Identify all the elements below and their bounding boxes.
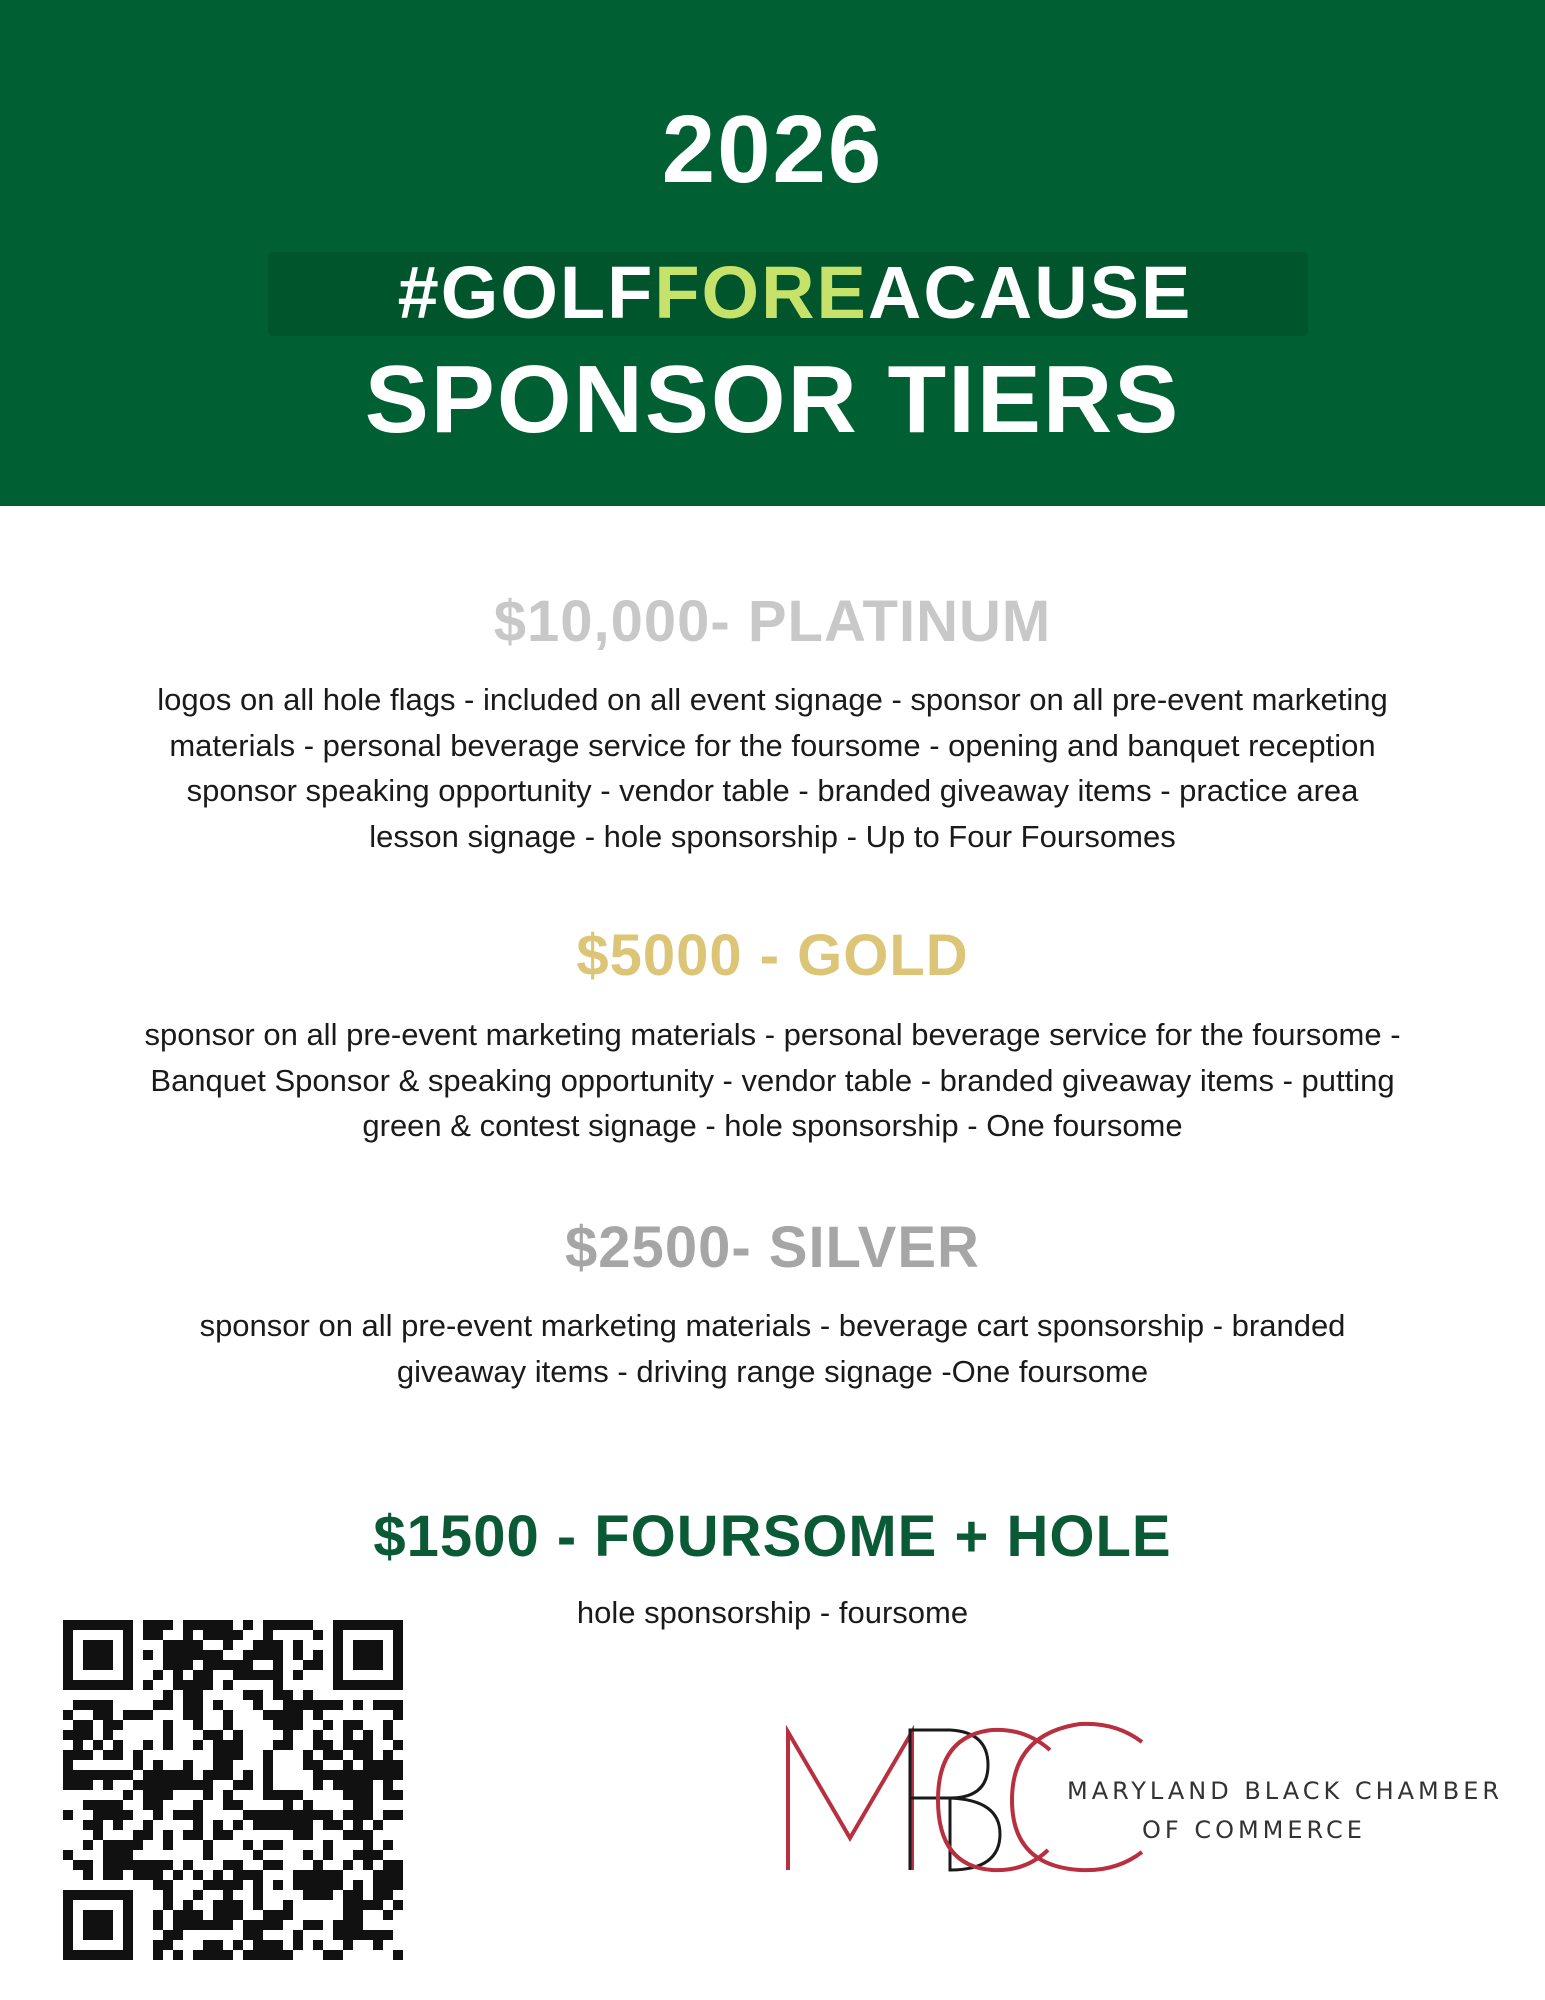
event-hashtag: [0, 248, 1545, 338]
tier-description-platinum: logos on all hole flags - included on all event signage - sponsor on all pre-event marketing materials - personal beverage service for the foursome - opening and banquet reception sponsor speaking opportunity - vendor table - branded giveaway items - practice area lesson signage - hole sponsorship - Up to Four Foursomes: [157, 682, 1388, 854]
hashtag-highlight: FORE: [654, 251, 868, 334]
hashtag-suffix: ACAUSE: [867, 251, 1193, 334]
tier-description-gold: sponsor on all pre-event marketing materials - personal beverage service for the foursome - Banquet Sponsor & speaking opportunity - vendor table - branded giveaway items - putting green & contest signage - hole sponsorship - One foursome: [144, 1017, 1401, 1143]
hashtag-prefix: #GOLF: [397, 251, 655, 334]
page-title: SPONSOR TIERS: [364, 346, 1181, 453]
tier-description-silver: sponsor on all pre-event marketing materials - beverage cart sponsorship - branded giveaway items - driving range signage -One foursome: [199, 1308, 1346, 1389]
tier-heading-platinum: $10,000- PLATINUM: [493, 589, 1052, 654]
tier-heading-foursome-hole: $1500 - FOURSOME + HOLE: [373, 1504, 1172, 1569]
logo-name-line1: MARYLAND BLACK CHAMBER: [1067, 1777, 1504, 1805]
qr-code-icon[interactable]: [63, 1620, 403, 1960]
logo-name-line2: OF COMMERCE: [1142, 1816, 1366, 1844]
event-year: 2026: [661, 96, 884, 203]
tier-heading-silver: $2500- SILVER: [565, 1215, 980, 1280]
tier-description-foursome-hole: hole sponsorship - foursome: [576, 1595, 969, 1630]
tier-heading-gold: $5000 - GOLD: [576, 923, 969, 988]
